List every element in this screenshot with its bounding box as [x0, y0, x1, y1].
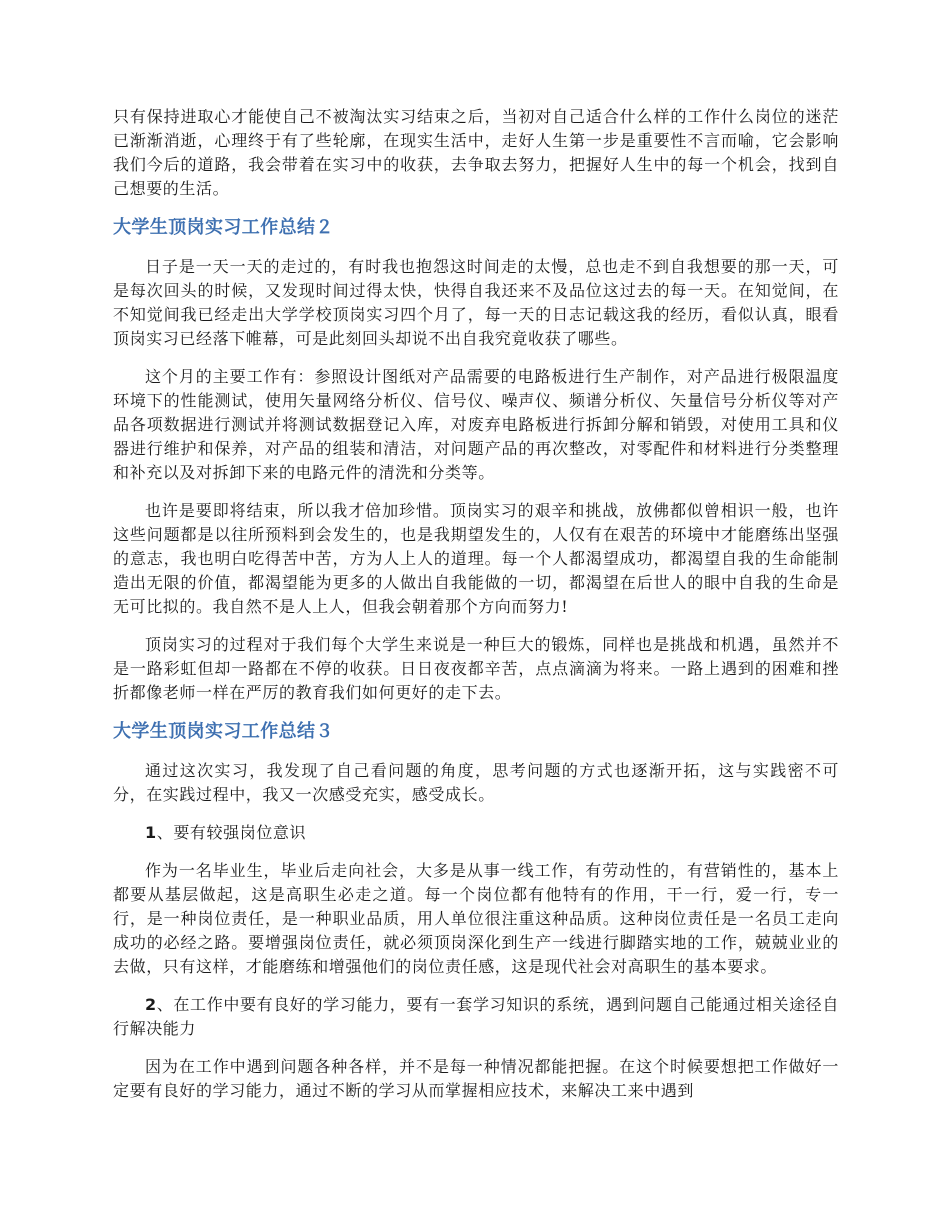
section-3-intro: 通过这次实习，我发现了自己看问题的角度，思考问题的方式也逐渐开拓，这与实践密不可分，在实践过程中，我又一次感受充实，感受成长。 [113, 761, 839, 804]
section-2-paragraph-1: 日子是一天一天的走过的，有时我也抱怨这时间走的太慢，总也走不到自我想要的那一天，可是每次回头的时候，又发现时间过得太快，快得自我还来不及品位这过去的每一天。在知觉间，在不知觉间我已经走出大学学校顶岗实习四个月了，每一天的日志记载这我的经历，看似认真，眼看顶岗实习已经落下帷幕，可是此刻回头却说不出自我究竟收获了哪些。 [113, 257, 839, 348]
item-2-number: 2 [145, 995, 157, 1014]
section-2-paragraph-3: 也许是要即将结束，所以我才倍加珍惜。顶岗实习的艰辛和挑战，放佛都似曾相识一般，也许这些问题都是以往所预料到会发生的，也是我期望发生的，人仅有在艰苦的环境中才能磨练出坚强的意志，我也明白吃得苦中苦，方为人上人的道理。每一个人都渴望成功，都渴望自我的生命能制造出无限的价值，都渴望能为更多的人做出自我能做的一切，都渴望在后世人的眼中自我的生命是无可比拟的。我自然不是人上人，但我会朝着那个方向而努力! [113, 501, 839, 616]
intro-paragraph: 只有保持进取心才能使自己不被淘汰实习结束之后，当初对自己适合什么样的工作什么岗位的迷茫已渐渐消逝，心理终于有了些轮廓，在现实生活中，走好人生第一步是重要性不言而喻，它会影响我们今后的道路，我会带着在实习中的收获，去争取去努力，把握好人生中的每一个机会，找到自己想要的生活。 [113, 107, 839, 198]
item-1-title: 、要有较强岗位意识 [156, 823, 307, 842]
section-2-heading: 大学生顶岗实习工作总结２ [113, 217, 334, 238]
item-2-heading [113, 993, 839, 1041]
section-2-paragraph-2: 这个月的主要工作有：参照设计图纸对产品需要的电路板进行生产制作，对产品进行极限温度环境下的性能测试，使用矢量网络分析仪、信号仪、噪声仪、频谱分析仪、矢量信号分析仪等对产品各项数据进行测试并将测试数据登记入库，对废弃电路板进行拆卸分解和销毁，对使用工具和仪器进行维护和保养，对产品的组装和清洁，对问题产品的再次整改，对零配件和材料进行分类整理和补充以及对拆卸下来的电路元件的清洗和分类等。 [113, 367, 839, 482]
item-2-title: 、在工作中要有良好的学习能力，要有一套学习知识的系统，遇到问题自己能通过相关途径自行解决能力 [113, 995, 839, 1038]
item-1-body: 作为一名毕业生，毕业后走向社会，大多是从事一线工作，有劳动性的，有营销性的，基本上都要从基层做起，这是高职生必走之道。每一个岗位都有他特有的作用，干一行，爱一行，专一行，是一种岗位责任，是一种职业品质，用人单位很注重这种品质。这种岗位责任是一名员工走向成功的必经之路。要增强岗位责任，就必须顶岗深化到生产一线进行脚踏实地的工作，兢兢业业的去做，只有这样，才能磨练和增强他们的岗位责任感，这是现代社会对高职生的基本要求。 [113, 861, 839, 976]
document-page [113, 105, 839, 1117]
item-2-body: 因为在工作中遇到问题各种各样，并不是每一种情况都能把握。在这个时候要想把工作做好一定要有良好的学习能力，通过不断的学习从而掌握相应技术，来解决工来中遇到 [113, 1057, 839, 1100]
section-3-heading: 大学生顶岗实习工作总结３ [113, 721, 334, 742]
item-1-heading [113, 821, 839, 845]
item-1-number: 1 [145, 823, 157, 842]
section-2-paragraph-4: 顶岗实习的过程对于我们每个大学生来说是一种巨大的锻炼，同样也是挑战和机遇，虽然并不是一路彩虹但却一路都在不停的收获。日日夜夜都辛苦，点点滴滴为将来。一路上遇到的困难和挫折都像老师一样在严厉的教育我们如何更好的走下去。 [113, 635, 839, 702]
